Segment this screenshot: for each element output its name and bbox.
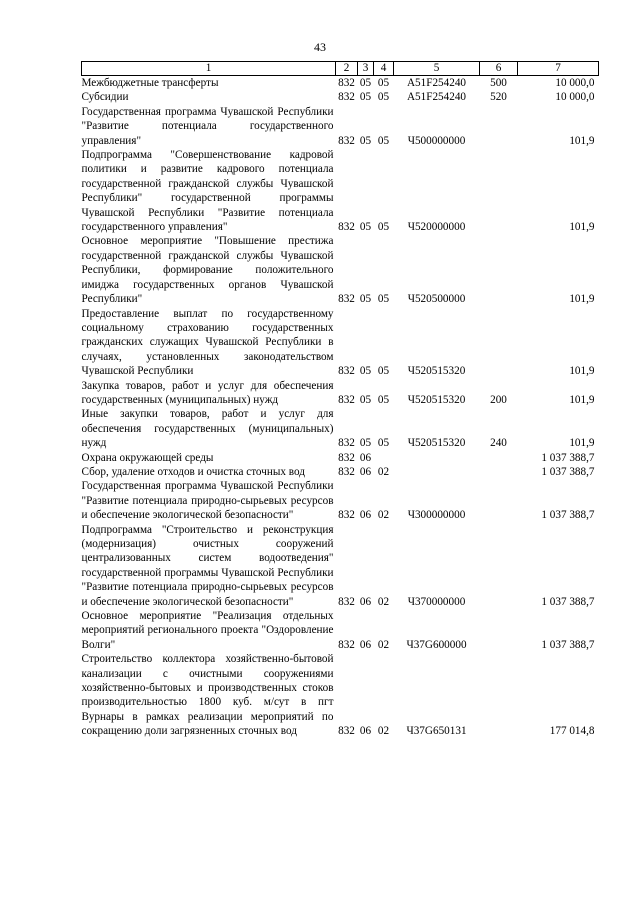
- row-name: Иные закупки товаров, работ и услуг для обеспечения государственных (муниципальных) нужд: [81, 408, 334, 450]
- row-amount: 1 037 388,7: [541, 465, 595, 478]
- row-amount: 1 037 388,7: [541, 638, 595, 651]
- table-row: [82, 148, 599, 234]
- table-row: [82, 451, 599, 465]
- row-name: Подпрограмма "Совершенствование кадровой политики и развитие кадрового потенциала государственной гражданской службы Чувашской Республики" государственной программы Чувашской Республики "Развитие потенциала государственного управления": [81, 149, 334, 234]
- row-amount: 101,9: [569, 134, 595, 147]
- table-row: [82, 90, 599, 104]
- row-section: 05: [359, 221, 372, 234]
- row-target-code: Ч500000000: [407, 134, 466, 147]
- row-ved: 832: [338, 509, 355, 522]
- row-ved: 832: [338, 725, 355, 738]
- table-row: [82, 407, 599, 450]
- row-ved: 832: [338, 134, 355, 147]
- row-section: 06: [359, 725, 372, 738]
- row-ved: 832: [338, 638, 355, 651]
- header-col-1: 1: [82, 62, 336, 76]
- row-name: Субсидии: [81, 91, 129, 104]
- row-name: Основное мероприятие "Реализация отдельных мероприятий регионального проекта "Оздоровление Волги": [81, 610, 334, 651]
- row-amount: 1 037 388,7: [541, 451, 595, 464]
- row-target-code: Ч520515320: [407, 393, 466, 406]
- table-body: [82, 76, 599, 739]
- row-ved: 832: [338, 221, 355, 234]
- row-ved: 832: [338, 595, 355, 608]
- row-expense-type: [480, 479, 518, 522]
- row-target-code: Ч370000000: [407, 595, 466, 608]
- row-subsection: 02: [377, 509, 390, 522]
- row-target-code: Ч520000000: [407, 221, 466, 234]
- table-row: [82, 105, 599, 148]
- row-ved: 832: [338, 293, 355, 306]
- row-expense-type: 500: [490, 77, 507, 89]
- row-subsection: 05: [377, 393, 390, 406]
- row-amount: 177 014,8: [549, 725, 595, 738]
- row-section: 05: [359, 393, 372, 406]
- row-expense-type: 200: [490, 393, 507, 406]
- row-expense-type: [480, 307, 518, 379]
- header-col-4: 4: [374, 62, 394, 76]
- row-ved: 832: [338, 365, 355, 378]
- row-name: Охрана окружающей среды: [81, 451, 214, 464]
- row-amount: 101,9: [569, 437, 595, 450]
- row-target-code: [394, 465, 480, 479]
- row-expense-type: 240: [490, 437, 507, 450]
- header-col-5: 5: [394, 62, 480, 76]
- row-expense-type: [480, 523, 518, 609]
- row-section: 06: [359, 465, 372, 478]
- row-amount: 10 000,0: [555, 91, 595, 104]
- row-section: 06: [359, 595, 372, 608]
- budget-table: [81, 61, 599, 739]
- row-target-code: А51F254240: [406, 91, 467, 104]
- row-expense-type: [480, 652, 518, 738]
- row-expense-type: [480, 609, 518, 652]
- header-col-2: 2: [336, 62, 358, 76]
- row-target-code: Ч520500000: [407, 293, 466, 306]
- table-row: [82, 523, 599, 609]
- row-section: 05: [359, 437, 372, 450]
- row-section: 05: [359, 77, 372, 89]
- row-amount: 1 037 388,7: [541, 595, 595, 608]
- row-subsection: 05: [377, 91, 390, 104]
- row-target-code: Ч37G650131: [406, 725, 467, 738]
- row-amount: 101,9: [569, 365, 595, 378]
- row-subsection: 05: [377, 437, 390, 450]
- header-col-3: 3: [358, 62, 374, 76]
- row-amount: 101,9: [569, 293, 595, 306]
- row-ved: 832: [338, 91, 355, 104]
- table-row: [82, 479, 599, 522]
- row-amount: 1 037 388,7: [541, 509, 595, 522]
- row-target-code: Ч37G600000: [406, 638, 467, 651]
- row-name: Предоставление выплат по государственному социальному страхованию государственных гражданских служащих Чувашской Республики в случаях, установленных законодательством Чувашской Республики: [81, 307, 334, 378]
- row-section: 06: [359, 509, 372, 522]
- row-name: Подпрограмма "Строительство и реконструкция (модернизация) очистных сооружений централизованных систем водоотведения" государственной программы Чувашской Республики "Развитие потенциала природно-сырьевых ресурсов и обеспечение экологической безопасности": [81, 523, 334, 608]
- row-ved: 832: [338, 393, 355, 406]
- table-row: [82, 652, 599, 738]
- row-subsection: [374, 451, 394, 465]
- row-name: Закупка товаров, работ и услуг для обеспечения государственных (муниципальных) нужд: [81, 379, 334, 406]
- row-section: 06: [359, 451, 372, 464]
- row-ved: 832: [338, 437, 355, 450]
- table-row: [82, 609, 599, 652]
- row-subsection: 05: [377, 221, 390, 234]
- row-section: 05: [359, 91, 372, 104]
- table-header-row: [82, 62, 599, 76]
- row-subsection: 02: [377, 725, 390, 738]
- row-target-code: Ч300000000: [407, 509, 466, 522]
- row-expense-type: [480, 234, 518, 306]
- row-section: 05: [359, 293, 372, 306]
- row-ved: 832: [338, 451, 355, 464]
- table-row: [82, 307, 599, 379]
- table-row: [82, 465, 599, 479]
- header-col-6: 6: [480, 62, 518, 76]
- row-target-code: [394, 451, 480, 465]
- row-section: 06: [359, 638, 372, 651]
- row-subsection: 02: [377, 595, 390, 608]
- row-name: Сбор, удаление отходов и очистка сточных вод: [81, 465, 305, 478]
- row-section: 05: [359, 134, 372, 147]
- row-amount: 10 000,0: [555, 77, 595, 89]
- row-section: 05: [359, 365, 372, 378]
- row-subsection: 05: [377, 293, 390, 306]
- row-target-code: Ч520515320: [407, 437, 466, 450]
- row-subsection: 05: [377, 365, 390, 378]
- row-ved: 832: [338, 77, 355, 89]
- row-target-code: А51F254240: [406, 77, 467, 89]
- page-number: 43: [314, 40, 326, 54]
- row-expense-type: 520: [490, 91, 507, 104]
- row-amount: 101,9: [569, 221, 595, 234]
- row-amount: 101,9: [569, 393, 595, 406]
- table-row: [82, 234, 599, 306]
- row-target-code: Ч520515320: [407, 365, 466, 378]
- row-subsection: 02: [377, 465, 390, 478]
- row-name: Строительство коллектора хозяйственно-бытовой канализации с очистными сооружениями хозяйственно-бытовых и производственных стоков производительностью 1800 куб. м/сут в пгт Вурнары в рамках реализации мероприятий по сокращению доли загрязненных сточных вод: [81, 653, 334, 738]
- row-expense-type: [480, 105, 518, 148]
- table-row: [82, 379, 599, 408]
- row-name: Основное мероприятие "Повышение престижа государственной гражданской службы Чувашской Республики, формирование положительного имиджа государственных органов Чувашской Республики": [81, 235, 334, 306]
- row-name: Государственная программа Чувашской Республики "Развитие потенциала природно-сырьевых ресурсов и обеспечение экологической безопасности": [81, 480, 334, 522]
- row-subsection: 05: [377, 134, 390, 147]
- row-name: Государственная программа Чувашской Республики "Развитие потенциала государственного управления": [81, 105, 334, 147]
- row-expense-type: [480, 148, 518, 234]
- header-col-7: 7: [518, 62, 599, 76]
- row-ved: 832: [338, 465, 355, 478]
- row-expense-type: [480, 451, 518, 465]
- row-subsection: 05: [377, 77, 390, 89]
- row-expense-type: [480, 465, 518, 479]
- row-name: Межбюджетные трансферты: [81, 77, 219, 89]
- table-row: [82, 76, 599, 91]
- row-subsection: 02: [377, 638, 390, 651]
